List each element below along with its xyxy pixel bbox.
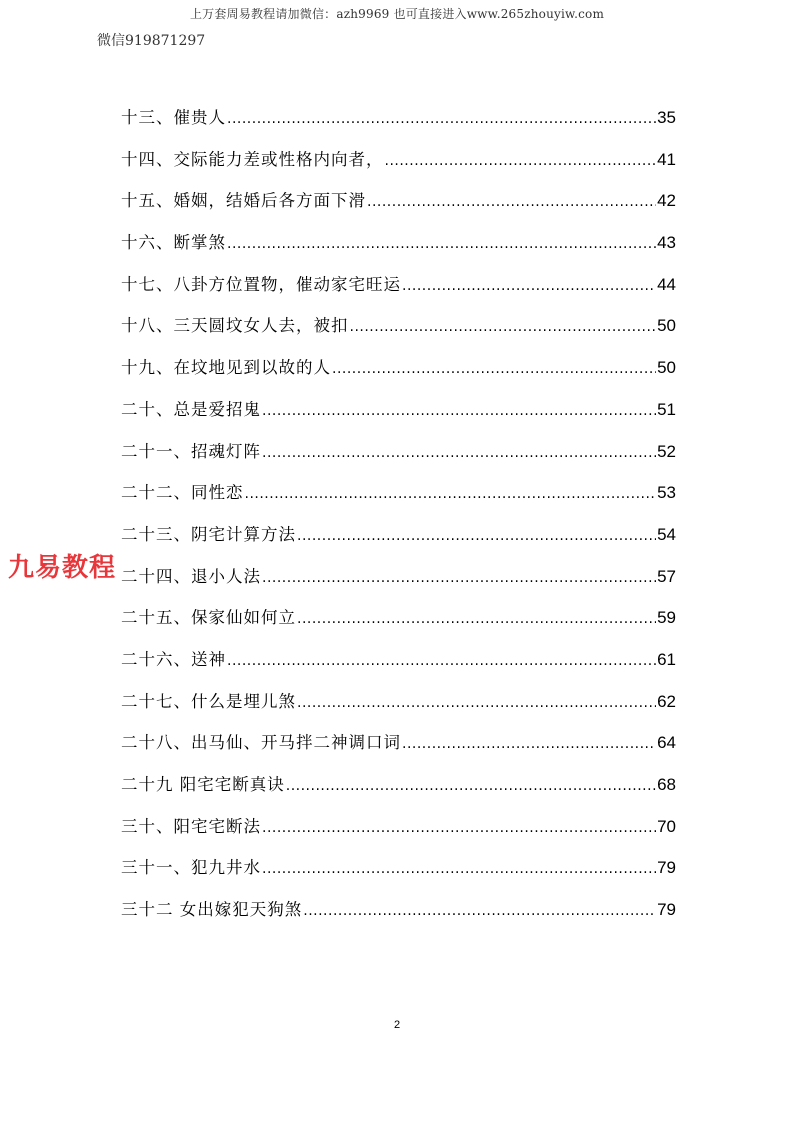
toc-entry-page: 44 bbox=[657, 274, 676, 294]
toc-dot-leader bbox=[402, 736, 656, 752]
toc-entry-page: 51 bbox=[657, 399, 676, 419]
toc-dot-leader bbox=[303, 903, 656, 919]
toc-entry[interactable] bbox=[121, 396, 676, 438]
toc-entry-title: 二十、总是爱招鬼 bbox=[121, 399, 261, 419]
toc-entry-page: 42 bbox=[657, 191, 676, 211]
toc-entry-page: 79 bbox=[657, 900, 676, 920]
toc-dot-leader bbox=[297, 611, 656, 627]
toc-entry[interactable] bbox=[121, 813, 676, 855]
toc-entry[interactable] bbox=[121, 187, 676, 229]
toc-entry-title: 二十九 阳宅宅断真诀 bbox=[121, 775, 285, 794]
toc-entry-page: 43 bbox=[657, 233, 676, 253]
toc-entry[interactable] bbox=[121, 854, 676, 896]
toc-entry-page: 52 bbox=[657, 441, 676, 461]
toc-entry[interactable] bbox=[121, 271, 676, 313]
toc-entry[interactable] bbox=[121, 438, 676, 480]
toc-entry-page: 62 bbox=[657, 691, 676, 711]
toc-entry[interactable] bbox=[121, 104, 676, 146]
toc-entry-title: 二十一、招魂灯阵 bbox=[121, 441, 261, 461]
toc-entry-title: 二十五、保家仙如何立 bbox=[121, 608, 296, 628]
toc-entry-title: 二十六、送神 bbox=[121, 649, 226, 669]
header-ad-text: 上万套周易教程请加微信：azh9969 也可直接进入www.265zhouyiw.com bbox=[189, 7, 605, 21]
toc-entry-title: 十五、婚姻，结婚后各方面下滑 bbox=[121, 191, 366, 211]
toc-entry-title: 三十一、犯九井水 bbox=[121, 858, 261, 878]
table-of-contents bbox=[121, 104, 676, 938]
toc-dot-leader bbox=[262, 570, 656, 586]
toc-dot-leader bbox=[367, 194, 656, 210]
toc-entry-title: 二十四、退小人法 bbox=[121, 566, 261, 586]
toc-dot-leader bbox=[350, 319, 657, 335]
header-wechat-text: 微信919871297 bbox=[97, 33, 206, 49]
toc-entry[interactable] bbox=[121, 312, 676, 354]
toc-entry[interactable] bbox=[121, 604, 676, 646]
toc-entry[interactable] bbox=[121, 688, 676, 730]
toc-entry-page: 59 bbox=[657, 608, 676, 628]
toc-entry-title: 二十七、什么是埋儿煞 bbox=[121, 691, 296, 711]
toc-entry[interactable] bbox=[121, 521, 676, 563]
toc-entry-page: 41 bbox=[657, 149, 676, 169]
toc-entry-page: 79 bbox=[657, 858, 676, 878]
toc-entry-title: 十七、八卦方位置物，催动家宅旺运 bbox=[121, 274, 401, 294]
toc-entry-title: 三十、阳宅宅断法 bbox=[121, 816, 261, 836]
toc-entry-title: 十八、三天圆坟女人去，被扣 bbox=[121, 316, 349, 336]
toc-entry-page: 54 bbox=[657, 524, 676, 544]
toc-dot-leader bbox=[227, 653, 656, 669]
toc-dot-leader bbox=[332, 361, 656, 377]
toc-entry[interactable] bbox=[121, 354, 676, 396]
page-number: 2 bbox=[393, 1019, 401, 1031]
toc-entry[interactable] bbox=[121, 646, 676, 688]
toc-entry-page: 50 bbox=[657, 316, 676, 336]
toc-entry-title: 十四、交际能力差或性格内向者， bbox=[121, 149, 384, 169]
toc-dot-leader bbox=[297, 695, 656, 711]
toc-dot-leader bbox=[262, 403, 656, 419]
toc-entry-title: 十九、在坟地见到以故的人 bbox=[121, 358, 331, 378]
toc-entry[interactable] bbox=[121, 479, 676, 521]
toc-dot-leader bbox=[245, 486, 657, 502]
toc-entry-title: 十六、断掌煞 bbox=[121, 233, 226, 253]
toc-entry-page: 64 bbox=[657, 733, 676, 753]
toc-entry-title: 二十二、同性恋 bbox=[121, 483, 244, 503]
toc-entry-page: 35 bbox=[657, 108, 676, 127]
toc-dot-leader bbox=[262, 445, 656, 461]
toc-dot-leader bbox=[402, 278, 656, 294]
toc-dot-leader bbox=[385, 153, 657, 169]
toc-entry-page: 50 bbox=[657, 358, 676, 378]
toc-entry[interactable] bbox=[121, 563, 676, 605]
toc-dot-leader bbox=[286, 778, 656, 794]
toc-entry-title: 三十二 女出嫁犯天狗煞 bbox=[121, 900, 303, 920]
toc-dot-leader bbox=[262, 820, 656, 836]
watermark-logo: 九易教程 bbox=[8, 547, 116, 584]
toc-entry[interactable] bbox=[121, 896, 676, 938]
toc-entry[interactable] bbox=[121, 229, 676, 271]
toc-dot-leader bbox=[227, 236, 656, 252]
toc-dot-leader bbox=[262, 861, 656, 877]
toc-entry[interactable] bbox=[121, 729, 676, 771]
toc-entry-page: 53 bbox=[657, 483, 676, 503]
toc-dot-leader bbox=[297, 528, 656, 544]
toc-entry[interactable] bbox=[121, 771, 676, 813]
toc-dot-leader bbox=[227, 111, 656, 127]
toc-entry-page: 68 bbox=[657, 775, 676, 794]
toc-entry-title: 二十三、阴宅计算方法 bbox=[121, 524, 296, 544]
toc-entry[interactable] bbox=[121, 146, 676, 188]
toc-entry-page: 57 bbox=[657, 566, 676, 586]
toc-entry-title: 十三、催贵人 bbox=[121, 108, 226, 127]
toc-entry-title: 二十八、出马仙、开马拌二神调口词 bbox=[121, 733, 401, 753]
toc-entry-page: 70 bbox=[657, 816, 676, 836]
toc-entry-page: 61 bbox=[657, 649, 676, 669]
